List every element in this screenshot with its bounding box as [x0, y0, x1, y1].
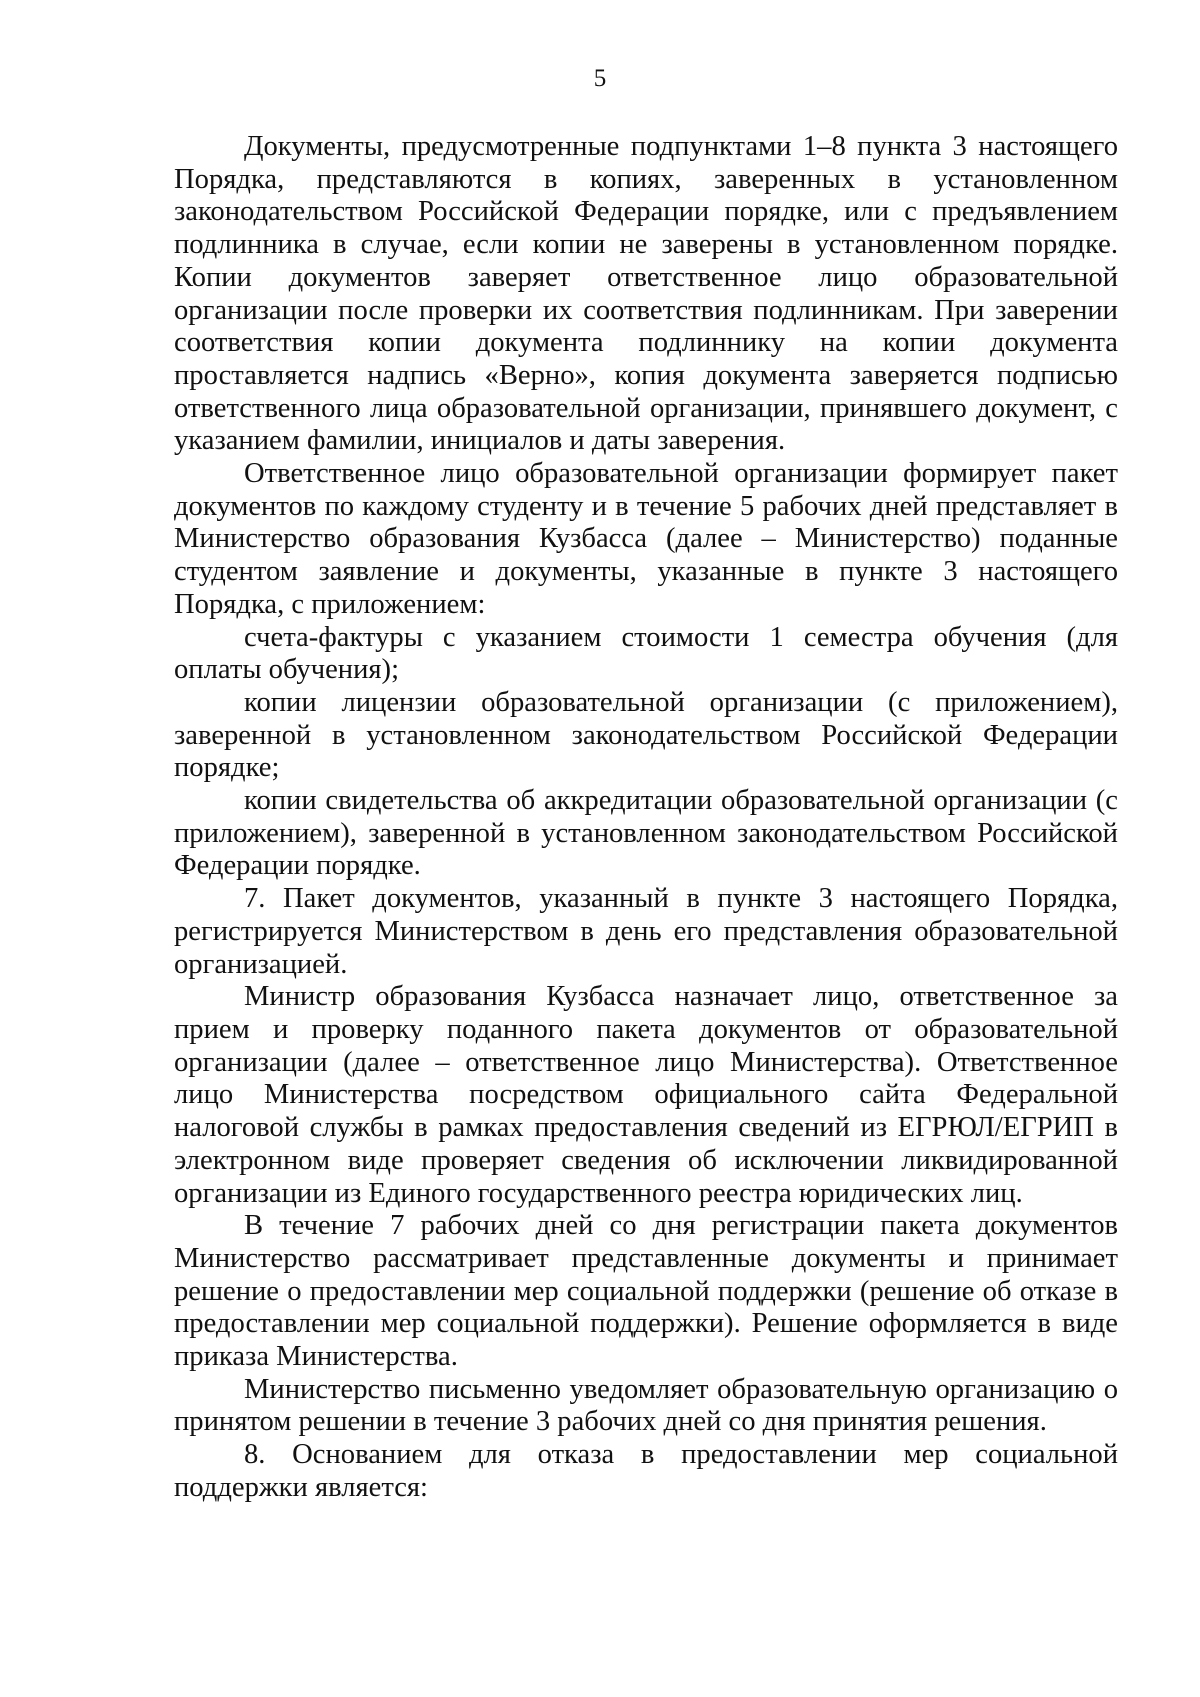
paragraph-package-formation: Ответственное лицо образовательной организации формирует пакет документов по каждому студенту и в течение 5 рабочих дней представляет в Министерство образования Кузбасса (далее – Министерство) поданные студентом заявление и документы, указанные в пункте 3 настоящего Порядка, с приложением:	[174, 458, 1118, 620]
paragraph-item-8: 8. Основанием для отказа в предоставлении мер социальной поддержки является:	[174, 1439, 1118, 1503]
document-body	[174, 131, 1118, 1505]
paragraph-review-period: В течение 7 рабочих дней со дня регистрации пакета документов Министерство рассматривает представленные документы и принимает решение о предоставлении мер социальной поддержки (решение об отказе в предоставлении мер социальной поддержки). Решение оформляется в виде приказа Министерства.	[174, 1210, 1118, 1373]
paragraph-documents-copies: Документы, предусмотренные подпунктами 1–8 пункта 3 настоящего Порядка, представляются в копиях, заверенных в установленном законодательством Российской Федерации порядке, или с предъявлением подлинника в случае, если копии не заверены в установленном порядке. Копии документов заверяет ответственное лицо образовательной организации после проверки их соответствия подлинникам. При заверении соответствия копии документа подлиннику на копии документа проставляется надпись «Верно», копия документа заверяется подписью ответственного лица образовательной организации, принявшего документ, с указанием фамилии, инициалов и даты заверения.	[174, 131, 1118, 457]
paragraph-item-7: 7. Пакет документов, указанный в пункте 3 настоящего Порядка, регистрируется Министерством в день его представления образовательной организацией.	[174, 883, 1118, 980]
paragraph-license-copy: копии лицензии образовательной организации (с приложением), заверенной в установленном законодательством Российской Федерации порядке;	[174, 686, 1118, 784]
page-number: 5	[593, 65, 607, 92]
paragraph-notification: Министерство письменно уведомляет образовательную организацию о принятом решении в течение 3 рабочих дней со дня принятия решения.	[174, 1373, 1118, 1438]
paragraph-minister-appoints: Министр образования Кузбасса назначает лицо, ответственное за прием и проверку поданного пакета документов от образовательной организации (далее – ответственное лицо Министерства). Ответственное лицо Министерства посредством официального сайта Федеральной налоговой службы в рамках предоставления сведений из ЕГРЮЛ/ЕГРИП в электронном виде проверяет сведения об исключении ликвидированной организации из Единого государственного реестра юридических лиц.	[174, 981, 1118, 1209]
paragraph-invoice: счета-фактуры с указанием стоимости 1 семестра обучения (для оплаты обучения);	[174, 621, 1118, 686]
paragraph-accreditation-copy: копии свидетельства об аккредитации образовательной организации (с приложением), заверенной в установленном законодательством Российской Федерации порядке.	[174, 785, 1118, 882]
